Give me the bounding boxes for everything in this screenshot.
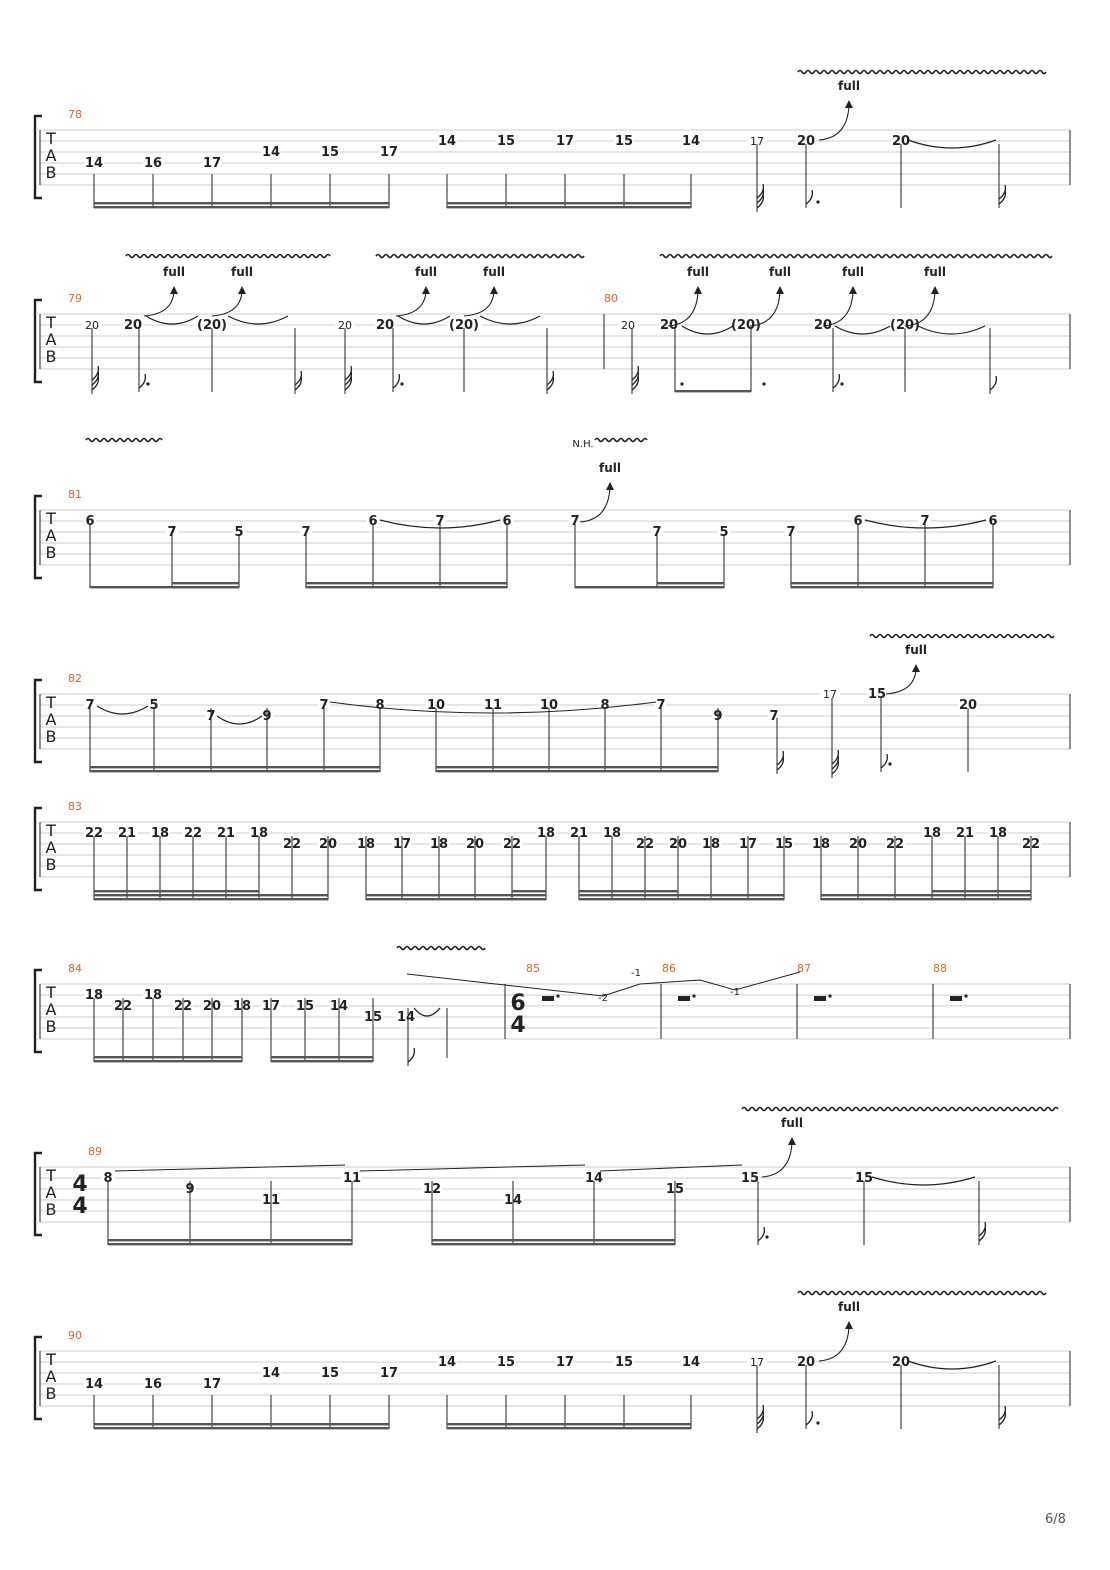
- tie: [414, 1008, 440, 1016]
- fret-number: 22: [113, 999, 133, 1014]
- bend-full-label: full: [842, 265, 864, 279]
- note-flag: [881, 754, 887, 768]
- bend-full-arrowhead: [849, 286, 857, 294]
- fret-number: 6: [502, 514, 512, 529]
- fret-number: 18: [536, 826, 556, 841]
- measure-number: 86: [662, 962, 676, 975]
- dot: [840, 382, 843, 385]
- fret-number: 15: [867, 687, 887, 702]
- beam: [94, 898, 328, 900]
- bend-full-label: full: [924, 265, 946, 279]
- rest-dot: [692, 994, 695, 997]
- beam: [821, 898, 1031, 900]
- fret-number: 20: [375, 318, 395, 333]
- slide-line: [360, 1165, 585, 1171]
- fret-number: 5: [149, 698, 159, 713]
- fret-number: 7: [656, 698, 666, 713]
- bend-full-arrowhead: [788, 1137, 796, 1145]
- beam: [94, 202, 389, 204]
- note-flag: [806, 1411, 812, 1425]
- tab-clef-letter: A: [45, 330, 57, 349]
- measure-number: 87: [797, 962, 811, 975]
- fret-number: 22: [1021, 837, 1041, 852]
- beam: [94, 1427, 389, 1429]
- fret-number: 14: [681, 1355, 701, 1370]
- beam: [172, 582, 239, 584]
- bend-full: [819, 1327, 849, 1361]
- dot: [400, 382, 403, 385]
- fret-number: 18: [811, 837, 831, 852]
- fret-number: 20: [796, 134, 816, 149]
- beam: [579, 898, 784, 900]
- tab-clef-letter: A: [45, 1000, 57, 1019]
- system-bracket: [35, 116, 42, 198]
- fret-number: 20: [123, 318, 143, 333]
- fret-number: 7: [786, 525, 796, 540]
- page-number: 6/8: [1045, 1512, 1066, 1527]
- beam: [94, 1056, 242, 1058]
- beam: [432, 1239, 675, 1241]
- fret-number: 18: [249, 826, 269, 841]
- fret-number: 6: [853, 514, 863, 529]
- fret-number: 17: [555, 134, 575, 149]
- fret-number: 15: [295, 999, 315, 1014]
- fret-number: 18: [356, 837, 376, 852]
- fret-number: 15: [496, 1355, 516, 1370]
- beam: [94, 1423, 389, 1425]
- tab-clef-letter: A: [45, 710, 57, 729]
- bend-full-arrowhead: [490, 286, 498, 294]
- tab-clef-letter: B: [45, 855, 57, 874]
- dot: [816, 1421, 819, 1424]
- bend-full-arrowhead: [422, 286, 430, 294]
- dive-value: -1: [631, 968, 641, 979]
- half-rest: [950, 996, 962, 1001]
- bend-full-label: full: [838, 1300, 860, 1314]
- beam: [791, 586, 993, 588]
- fret-number: 21: [216, 826, 236, 841]
- fret-number: 20: [891, 1355, 911, 1370]
- fret-number: 5: [719, 525, 729, 540]
- beam: [447, 1423, 691, 1425]
- fret-number: 14: [261, 1366, 281, 1381]
- fret-number: 20: [848, 837, 868, 852]
- fret-number: 17: [738, 837, 758, 852]
- fret-number: (20): [890, 318, 920, 333]
- beam: [447, 1427, 691, 1429]
- fret-number: 7: [167, 525, 177, 540]
- vibrato: [798, 71, 1046, 74]
- fret-number: 7: [301, 525, 311, 540]
- fret-number: 15: [665, 1182, 685, 1197]
- fret-number: 6: [368, 514, 378, 529]
- fret-number: 14: [681, 134, 701, 149]
- fret-number: 7: [206, 709, 216, 724]
- dive-value: -1: [730, 987, 740, 998]
- tie: [682, 326, 733, 334]
- tie: [97, 706, 148, 714]
- beam: [90, 770, 380, 772]
- tab-clef-letter: T: [46, 1350, 56, 1369]
- fret-number: 20: [668, 837, 688, 852]
- time-signature-top: 4: [72, 1172, 88, 1197]
- fret-number: 16: [143, 1377, 163, 1392]
- beam: [432, 1243, 675, 1245]
- fret-number: 20: [796, 1355, 816, 1370]
- system-bracket: [35, 1337, 42, 1419]
- measure-number: 85: [526, 962, 540, 975]
- rest-dot: [828, 994, 831, 997]
- fret-number: 15: [320, 1366, 340, 1381]
- fret-number: (20): [731, 318, 761, 333]
- fret-number: 18: [988, 826, 1008, 841]
- half-rest: [542, 996, 554, 1001]
- slide-line: [600, 1165, 742, 1171]
- dot: [680, 382, 683, 385]
- tab-clef-letter: B: [45, 727, 57, 746]
- vibrato: [126, 255, 330, 258]
- note-flag: [758, 1227, 764, 1241]
- fret-number: 22: [885, 837, 905, 852]
- bend-full-label: full: [483, 265, 505, 279]
- tie: [918, 326, 985, 334]
- fret-number: 17: [379, 145, 399, 160]
- bend-full-label: full: [905, 643, 927, 657]
- fret-number: 9: [713, 709, 723, 724]
- measure-number: 90: [68, 1329, 82, 1342]
- measure-number: 78: [68, 108, 82, 121]
- tab-clef-letter: T: [46, 129, 56, 148]
- note-flag: [990, 376, 996, 390]
- fret-number: 17: [261, 999, 281, 1014]
- fret-number: 22: [502, 837, 522, 852]
- half-rest: [814, 996, 826, 1001]
- system-bracket: [35, 808, 42, 890]
- fret-number: 14: [503, 1193, 523, 1208]
- dot: [146, 382, 149, 385]
- vibrato: [595, 439, 647, 442]
- bend-full-arrowhead: [912, 664, 920, 672]
- time-signature-top: 6: [510, 991, 526, 1016]
- bend-full-label: full: [599, 461, 621, 475]
- fret-number: 17: [823, 688, 837, 701]
- fret-number: 8: [375, 698, 385, 713]
- fret-number: 12: [422, 1182, 442, 1197]
- bend-full-label: full: [838, 79, 860, 93]
- measure-number: 79: [68, 292, 82, 305]
- bend-full-label: full: [687, 265, 709, 279]
- vibrato: [798, 1292, 1046, 1295]
- beam: [366, 894, 546, 896]
- fret-number: 18: [701, 837, 721, 852]
- fret-number: 7: [652, 525, 662, 540]
- fret-number: 14: [396, 1010, 416, 1025]
- natural-harmonic-label: N.H.: [572, 439, 594, 450]
- fret-number: 11: [342, 1171, 362, 1186]
- fret-number: 17: [202, 156, 222, 171]
- system-bracket: [35, 680, 42, 762]
- fret-number: 15: [320, 145, 340, 160]
- fret-number: 6: [988, 514, 998, 529]
- beam: [271, 1060, 373, 1062]
- fret-number: 20: [813, 318, 833, 333]
- vibrato: [742, 1108, 1058, 1111]
- fret-number: 18: [232, 999, 252, 1014]
- bend-full-label: full: [769, 265, 791, 279]
- fret-number: 10: [539, 698, 559, 713]
- measure-number: 83: [68, 800, 82, 813]
- tie: [480, 316, 540, 324]
- measure-number: 89: [88, 1145, 102, 1158]
- fret-number: 18: [429, 837, 449, 852]
- beam: [512, 890, 546, 892]
- beam: [675, 390, 751, 392]
- bend-full: [819, 106, 849, 140]
- beam: [579, 894, 784, 896]
- bend-full: [464, 292, 494, 316]
- beam: [436, 770, 718, 772]
- measure-number: 84: [68, 962, 82, 975]
- dot: [762, 382, 765, 385]
- bend-full-arrowhead: [776, 286, 784, 294]
- measure-number: 81: [68, 488, 82, 501]
- fret-number: 22: [173, 999, 193, 1014]
- vibrato: [660, 255, 1052, 258]
- system-bracket: [35, 1153, 42, 1235]
- beam: [108, 1243, 352, 1245]
- tab-clef-letter: B: [45, 163, 57, 182]
- tab-clef-letter: B: [45, 1017, 57, 1036]
- fret-number: 18: [84, 988, 104, 1003]
- fret-number: 21: [117, 826, 137, 841]
- bend-full: [886, 670, 916, 694]
- bend-full: [396, 292, 426, 316]
- fret-number: 9: [262, 709, 272, 724]
- bend-full-label: full: [415, 265, 437, 279]
- beam: [108, 1239, 352, 1241]
- beam: [447, 202, 691, 204]
- tab-clef-letter: B: [45, 347, 57, 366]
- tab-clef-letter: A: [45, 838, 57, 857]
- fret-number: 6: [85, 514, 95, 529]
- dive-value: -2: [598, 993, 608, 1004]
- tab-clef-letter: A: [45, 526, 57, 545]
- tab-clef-letter: T: [46, 1166, 56, 1185]
- beam: [172, 586, 239, 588]
- tab-clef-letter: T: [46, 821, 56, 840]
- fret-number: 14: [584, 1171, 604, 1186]
- fret-number: 14: [329, 999, 349, 1014]
- dot: [888, 762, 891, 765]
- dot: [765, 1235, 768, 1238]
- fret-number: 7: [769, 709, 779, 724]
- fret-number: 7: [319, 698, 329, 713]
- fret-number: 11: [261, 1193, 281, 1208]
- beam: [94, 1060, 242, 1062]
- bend-full-label: full: [231, 265, 253, 279]
- fret-number: 17: [555, 1355, 575, 1370]
- beam: [657, 586, 724, 588]
- fret-number: 17: [392, 837, 412, 852]
- fret-number: 20: [465, 837, 485, 852]
- time-signature-bottom: 4: [72, 1194, 88, 1219]
- fret-number: 20: [958, 698, 978, 713]
- bend-full: [580, 488, 610, 522]
- fret-number: 22: [84, 826, 104, 841]
- tie: [228, 316, 288, 324]
- note-flag: [408, 1048, 414, 1062]
- tab-clef-letter: T: [46, 509, 56, 528]
- beam: [94, 894, 328, 896]
- fret-number: 20: [338, 319, 352, 332]
- bend-full-arrowhead: [931, 286, 939, 294]
- fret-number: 20: [318, 837, 338, 852]
- fret-number: 15: [496, 134, 516, 149]
- fret-number: 7: [570, 514, 580, 529]
- note-flag: [833, 374, 839, 388]
- vibrato: [397, 947, 485, 950]
- fret-number: 20: [891, 134, 911, 149]
- fret-number: 15: [363, 1010, 383, 1025]
- vibrato: [870, 635, 1054, 638]
- beam: [447, 206, 691, 208]
- fret-number: 16: [143, 156, 163, 171]
- fret-number: 8: [600, 698, 610, 713]
- tab-clef-letter: T: [46, 693, 56, 712]
- beam: [271, 1056, 373, 1058]
- half-rest: [678, 996, 690, 1001]
- tab-clef-letter: A: [45, 1183, 57, 1202]
- fret-number: 15: [614, 1355, 634, 1370]
- tab-clef-letter: A: [45, 146, 57, 165]
- tie: [835, 326, 890, 334]
- fret-number: 18: [922, 826, 942, 841]
- bend-full-arrowhead: [606, 482, 614, 490]
- tab-clef-letter: B: [45, 1200, 57, 1219]
- beam: [821, 894, 1031, 896]
- fret-number: 14: [84, 1377, 104, 1392]
- system-bracket: [35, 496, 42, 578]
- beam: [657, 582, 724, 584]
- tab-clef-letter: B: [45, 543, 57, 562]
- beam: [932, 890, 1031, 892]
- bend-full-arrowhead: [694, 286, 702, 294]
- beam: [579, 890, 678, 892]
- vibrato: [86, 439, 162, 442]
- tie: [398, 316, 450, 324]
- bend-full-label: full: [781, 1116, 803, 1130]
- measure-number: 82: [68, 672, 82, 685]
- fret-number: 18: [602, 826, 622, 841]
- fret-number: 15: [854, 1171, 874, 1186]
- system-bracket: [35, 970, 42, 1052]
- beam: [90, 766, 380, 768]
- fret-number: 22: [635, 837, 655, 852]
- vibrato: [376, 255, 584, 258]
- tab-clef-letter: T: [46, 313, 56, 332]
- fret-number: 21: [569, 826, 589, 841]
- time-signature-bottom: 4: [510, 1013, 526, 1038]
- beam: [94, 890, 259, 892]
- tab-clef-letter: A: [45, 1367, 57, 1386]
- fret-number: 7: [435, 514, 445, 529]
- fret-number: (20): [197, 318, 227, 333]
- beam: [366, 898, 546, 900]
- fret-number: 22: [282, 837, 302, 852]
- dot: [816, 200, 819, 203]
- fret-number: 14: [261, 145, 281, 160]
- measure-number: 80: [604, 292, 618, 305]
- fret-number: 7: [85, 698, 95, 713]
- system-bracket: [35, 300, 42, 382]
- beam: [791, 582, 993, 584]
- rest-dot: [964, 994, 967, 997]
- bend-full: [212, 292, 242, 316]
- beam: [94, 206, 389, 208]
- fret-number: 18: [150, 826, 170, 841]
- fret-number: 20: [621, 319, 635, 332]
- fret-number: 5: [234, 525, 244, 540]
- fret-number: 8: [103, 1171, 113, 1186]
- bend-full-arrowhead: [238, 286, 246, 294]
- fret-number: 11: [483, 698, 503, 713]
- fret-number: 17: [750, 1356, 764, 1369]
- slide-line: [115, 1165, 345, 1171]
- fret-number: 20: [659, 318, 679, 333]
- bend-full: [144, 292, 174, 316]
- fret-number: 22: [183, 826, 203, 841]
- fret-number: 15: [774, 837, 794, 852]
- fret-number: 14: [84, 156, 104, 171]
- fret-number: 10: [426, 698, 446, 713]
- fret-number: 18: [143, 988, 163, 1003]
- bend-full-arrowhead: [845, 1321, 853, 1329]
- note-flag: [393, 374, 399, 388]
- rest-dot: [556, 994, 559, 997]
- fret-number: 15: [614, 134, 634, 149]
- fret-number: 9: [185, 1182, 195, 1197]
- bend-full-arrowhead: [170, 286, 178, 294]
- fret-number: (20): [449, 318, 479, 333]
- beam: [436, 766, 718, 768]
- fret-number: 17: [750, 135, 764, 148]
- fret-number: 17: [202, 1377, 222, 1392]
- bend-full-label: full: [163, 265, 185, 279]
- note-flag: [139, 374, 145, 388]
- beam: [306, 582, 507, 584]
- fret-number: 20: [202, 999, 222, 1014]
- fret-number: 17: [379, 1366, 399, 1381]
- fret-number: 7: [920, 514, 930, 529]
- tie: [146, 316, 198, 324]
- tab-clef-letter: T: [46, 983, 56, 1002]
- fret-number: 14: [437, 1355, 457, 1370]
- measure-number: 88: [933, 962, 947, 975]
- fret-number: 15: [740, 1171, 760, 1186]
- bend-full-arrowhead: [845, 100, 853, 108]
- beam: [306, 586, 507, 588]
- fret-number: 14: [437, 134, 457, 149]
- fret-number: 21: [955, 826, 975, 841]
- tie: [217, 716, 262, 724]
- fret-number: 20: [85, 319, 99, 332]
- bend-full: [762, 1143, 792, 1177]
- tab-clef-letter: B: [45, 1384, 57, 1403]
- note-flag: [806, 190, 812, 204]
